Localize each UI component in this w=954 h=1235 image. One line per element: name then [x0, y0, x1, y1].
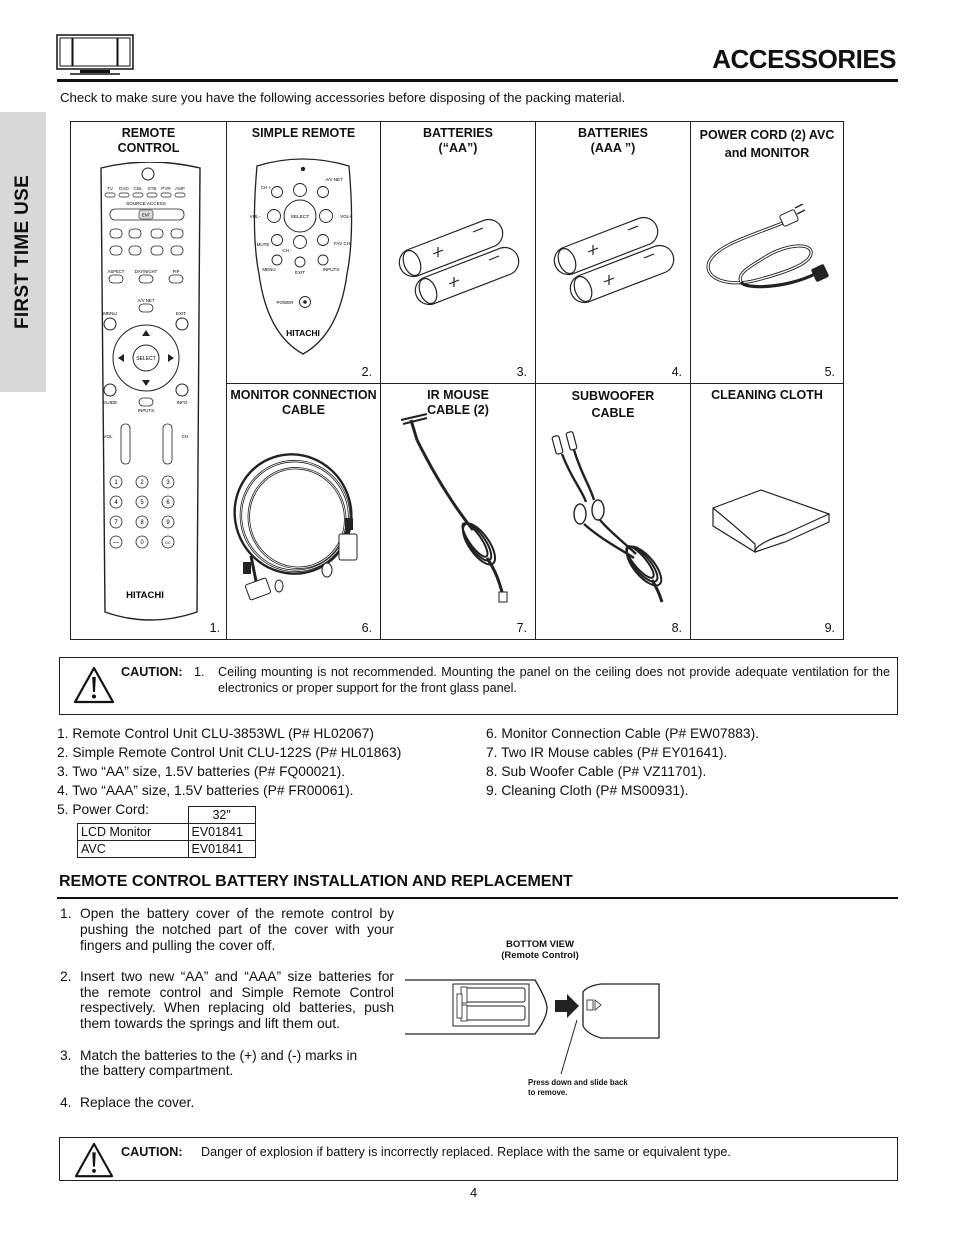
accessory-number: 6. [361, 621, 372, 635]
remote-digit-7: 7 [114, 520, 118, 526]
step-item [60, 1095, 394, 1111]
step-number: 1. [60, 906, 72, 921]
accessory-cell-monitor-cable [226, 383, 380, 639]
step-item [60, 1048, 360, 1080]
simple-remote-illustration [237, 154, 367, 359]
parts-list-item: 4. Two “AAA” size, 1.5V batteries (P# FR00061). [57, 783, 354, 798]
ir-mouse-cable-illustration [387, 410, 527, 610]
remote-source-access-label: SOURCE ACCESS [126, 201, 166, 206]
remote-avnet-label: A/V NET [137, 298, 155, 303]
power-table-part: EV01841 [188, 824, 255, 841]
remote-select-label: SELECT [136, 356, 156, 362]
side-tab-label: FIRST TIME USE [12, 174, 33, 330]
remote-inputs-label: INPUTS [137, 408, 155, 413]
accessory-cell-ir-mouse-cable [380, 383, 535, 639]
power-table-header: 32” [188, 807, 255, 824]
remote-btn-label-stb: STB [147, 186, 157, 191]
accessory-label: IR MOUSE CABLE (2) [427, 388, 489, 417]
simple-remote-ch-minus-label: CH - [282, 248, 292, 253]
simple-remote-exit-label: EXIT [294, 270, 306, 275]
accessory-number: 8. [671, 621, 682, 635]
simple-remote-avnet-label: A/V NET [325, 177, 343, 182]
accessory-number: 7. [516, 621, 527, 635]
simple-remote-select-label: SELECT [290, 215, 310, 220]
remote-guide-label: GUIDE [102, 400, 118, 405]
accessory-cell-remote-control [71, 122, 226, 639]
simple-remote-vol-minus-label: VOL- [249, 214, 261, 219]
warning-icon [72, 665, 116, 705]
remote-digit-9: 9 [166, 520, 170, 526]
accessory-label: POWER CORD (2) AVC and MONITOR [699, 128, 835, 160]
page-number: 4 [470, 1185, 478, 1200]
remote-btn-label-tv: TV [107, 186, 113, 191]
accessory-label: SIMPLE REMOTE [251, 126, 356, 140]
accessory-label: MONITOR CONNECTION CABLE [230, 388, 377, 417]
caution-label: CAUTION: [121, 665, 183, 679]
remote-digit-8: 8 [140, 520, 144, 526]
press-instruction-line: to remove. [528, 1088, 568, 1097]
accessory-label: REMOTE CONTROL [117, 126, 180, 155]
power-table-name: LCD Monitor [78, 824, 189, 841]
accessory-cell-subwoofer-cable [535, 383, 690, 639]
remote-aspect-label: ASPECT [107, 269, 125, 274]
aa-batteries-illustration [393, 212, 523, 322]
remote-info-label: INFO [176, 400, 188, 405]
accessory-number: 2. [361, 365, 372, 379]
remote-ch-label: CH [181, 434, 189, 439]
accessory-label: SUBWOOFER CABLE [571, 389, 655, 420]
battery-steps [60, 906, 394, 1126]
remote-digit-4: 4 [114, 500, 118, 506]
parts-list-item: 5. Power Cord: [57, 802, 150, 817]
monitor-cable-illustration [231, 436, 376, 606]
parts-list-item: 7. Two IR Mouse cables (P# EY01641). [486, 745, 728, 760]
remote-digit-6: 6 [166, 500, 170, 506]
parts-list-item: 8. Sub Woofer Cable (P# VZ11701). [486, 764, 707, 779]
press-instruction-line: Press down and slide back [528, 1078, 628, 1087]
simple-remote-menu-label: MENU [262, 267, 276, 272]
caution-number: 1. [194, 665, 205, 679]
section-rule [57, 897, 898, 899]
remote-digit-0: 0 [140, 540, 144, 546]
simple-remote-fav-label: FAV CH [334, 241, 350, 246]
remote-digit-cc: CC [165, 540, 171, 545]
accessory-cell-cleaning-cloth [690, 383, 843, 639]
simple-remote-brand: HITACHI [286, 328, 320, 338]
remote-digit-dash: — [113, 540, 119, 546]
power-cord-illustration [697, 204, 837, 314]
remote-btn-label-pvr: PVR [161, 186, 171, 191]
diagram-label [470, 939, 610, 961]
remote-brand: HITACHI [126, 590, 164, 601]
diagram-label-line: BOTTOM VIEW [506, 939, 574, 950]
simple-remote-mute-label: MUTE [256, 242, 270, 247]
remote-btn-label-dvd: DVD [119, 186, 129, 191]
simple-remote-inputs-label: INPUTS [322, 267, 340, 272]
remote-daynight-label: DAY/NIGHT [134, 269, 158, 274]
remote-btn-label-amp: AMP [175, 186, 185, 191]
caution-box-ceiling [59, 657, 898, 715]
caution-text: Ceiling mounting is not recommended. Mounting the panel on the ceiling does not provide adequate ventilation for the electronics or proper support for the front glass panel. [218, 665, 890, 695]
parts-list-item: 9. Cleaning Cloth (P# MS00931). [486, 783, 689, 798]
accessory-cell-simple-remote [226, 122, 380, 383]
header-rule [57, 79, 898, 82]
remote-pip-label: PIP [172, 269, 180, 274]
remote-digit-3: 3 [166, 480, 170, 486]
power-table-name: AVC [78, 841, 189, 858]
simple-remote-ch-plus-label: CH + [260, 185, 272, 190]
remote-ent-label: ENT [141, 212, 151, 218]
table-row [78, 824, 256, 841]
intro-text: Check to make sure you have the following accessories before disposing of the packing material. [60, 90, 626, 105]
remote-btn-label-cbl: CBL [133, 186, 143, 191]
parts-list-item: 3. Two “AA” size, 1.5V batteries (P# FQ00021). [57, 764, 346, 779]
page-title: ACCESSORIES [712, 44, 896, 74]
accessory-number: 3. [516, 365, 527, 379]
remote-exit-label: EXIT [175, 311, 187, 316]
aaa-batteries-illustration [548, 210, 678, 320]
diagram-label-line: (Remote Control) [501, 950, 579, 961]
parts-list-item: 6. Monitor Connection Cable (P# EW07883). [486, 726, 760, 741]
remote-digit-5: 5 [140, 500, 144, 506]
step-number: 3. [60, 1047, 72, 1063]
tv-icon [56, 34, 134, 76]
section-side-tab [0, 112, 46, 392]
accessory-number: 4. [671, 365, 682, 379]
remote-vol-label: VOL [103, 434, 113, 439]
accessory-number: 5. [824, 365, 835, 379]
warning-icon [72, 1141, 116, 1179]
step-item [60, 906, 394, 953]
accessory-label: BATTERIES (AAA ”) [578, 126, 648, 155]
power-cord-table [77, 806, 256, 858]
parts-list-left [57, 724, 401, 819]
step-text: Match the batteries to the (+) and (-) marks in the battery compartment. [80, 1047, 358, 1079]
remote-control-illustration [93, 162, 208, 632]
step-text: Open the battery cover of the remote control by pushing the notched part of the cover with your fingers and pulling the cover off. [80, 906, 394, 953]
parts-list-item: 1. Remote Control Unit CLU-3853WL (P# HL02067) [57, 726, 374, 741]
accessory-cell-aaa-batteries [535, 122, 690, 383]
remote-digit-2: 2 [140, 480, 144, 486]
accessory-cell-power-cord [690, 122, 843, 383]
simple-remote-power-label: POWER [276, 300, 294, 305]
step-number: 4. [60, 1094, 72, 1110]
parts-list-right [486, 724, 759, 800]
accessory-cell-aa-batteries [380, 122, 535, 383]
simple-remote-vol-plus-label: VOL+ [340, 214, 352, 219]
step-number: 2. [60, 968, 72, 984]
caution-text: Danger of explosion if battery is incorrectly replaced. Replace with the same or equivalent type. [201, 1145, 731, 1159]
parts-list-item: 2. Simple Remote Control Unit CLU-122S (P# HL01863) [57, 745, 402, 760]
accessory-label: CLEANING CLOTH [711, 388, 823, 402]
caution-label: CAUTION: [121, 1145, 183, 1159]
battery-cover-diagram [405, 970, 665, 1080]
accessory-number: 9. [824, 621, 835, 635]
press-instruction [528, 1078, 628, 1098]
remote-digit-1: 1 [114, 480, 118, 486]
step-text: Replace the cover. [80, 1094, 195, 1110]
table-row [78, 841, 256, 858]
power-table-part: EV01841 [188, 841, 255, 858]
step-text: Insert two new “AA” and “AAA” size batteries for the remote control and Simple Remote Control respectively. When replacing old batteries, push them towards the springs and lift them out. [80, 968, 394, 1032]
accessories-grid [70, 121, 844, 640]
remote-menu-label: MENU [103, 311, 117, 316]
section-title: REMOTE CONTROL BATTERY INSTALLATION AND REPLACEMENT [59, 873, 573, 890]
cleaning-cloth-illustration [705, 486, 835, 556]
step-item [60, 969, 394, 1032]
accessory-number: 1. [209, 621, 220, 635]
accessory-label: BATTERIES (“AA”) [423, 126, 493, 155]
subwoofer-cable-illustration [542, 430, 682, 610]
caution-box-battery [59, 1137, 898, 1181]
